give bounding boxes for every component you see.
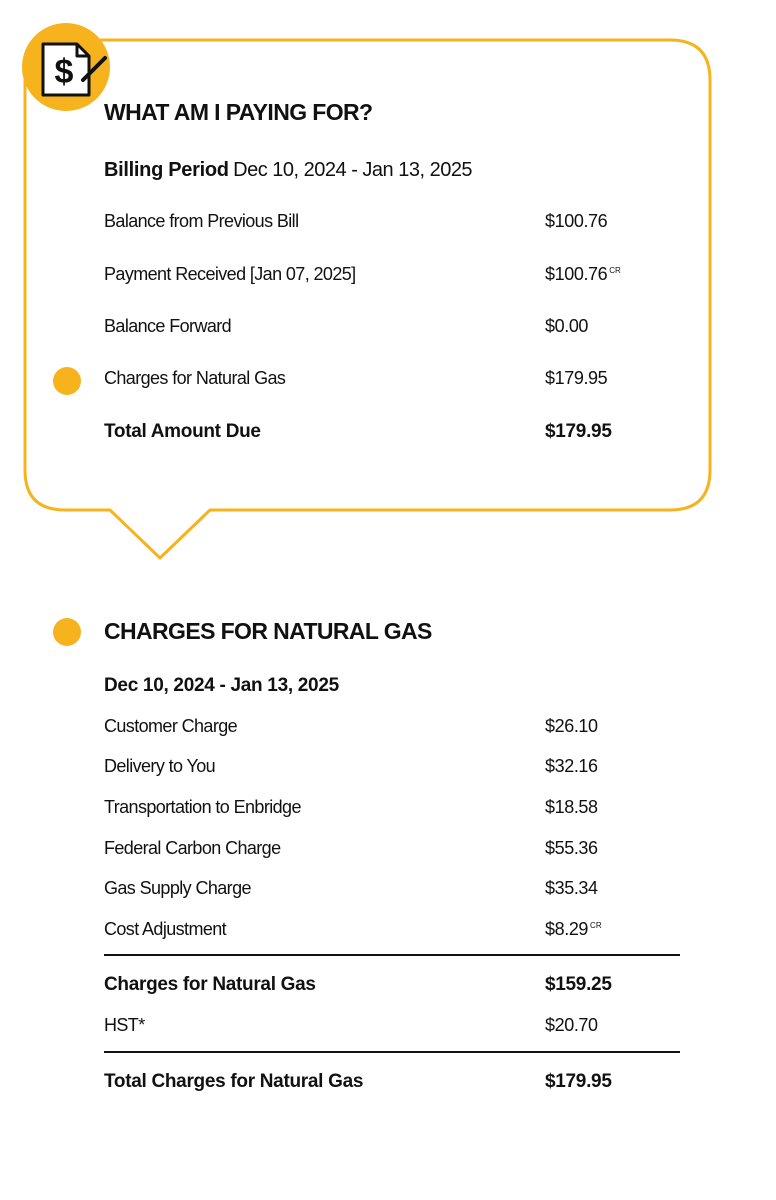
total-charges-value: $179.95 bbox=[545, 1071, 612, 1092]
charge-row-value: $18.58 bbox=[545, 797, 598, 817]
summary-row-label: Payment Received [Jan 07, 2025] bbox=[104, 264, 356, 284]
summary-row-value: $100.76 bbox=[545, 211, 608, 231]
hst-label: HST* bbox=[104, 1015, 145, 1035]
summary-row-label: Balance Forward bbox=[104, 316, 232, 336]
total-divider bbox=[104, 1051, 680, 1053]
charge-row-label: Gas Supply Charge bbox=[104, 878, 251, 898]
bill-dollar-icon bbox=[21, 22, 111, 112]
total-amount-due-value: $179.95 bbox=[545, 421, 612, 442]
hst-value: $20.70 bbox=[545, 1015, 598, 1035]
credit-marker: CR bbox=[590, 921, 602, 930]
summary-row-value: $100.76 $^{CR}$ bbox=[545, 264, 621, 284]
charge-row-value: $35.34 bbox=[545, 878, 598, 898]
charge-row-label: Transportation to Enbridge bbox=[104, 797, 301, 817]
charge-row-value: $32.16 bbox=[545, 756, 598, 776]
natural-gas-period: Dec 10, 2024 - Jan 13, 2025 bbox=[104, 675, 339, 696]
charge-row-label: Customer Charge bbox=[104, 716, 238, 736]
summary-row-label: Balance from Previous Bill bbox=[104, 211, 299, 231]
charge-row-value: $8.29 $^{CR}$ bbox=[545, 919, 602, 939]
credit-marker: CR bbox=[609, 266, 621, 275]
charge-row-label: Cost Adjustment bbox=[104, 919, 227, 939]
subtotal-divider bbox=[104, 954, 680, 956]
summary-row-label: Charges for Natural Gas bbox=[104, 368, 286, 388]
billing-period-label: Billing Period bbox=[104, 159, 229, 181]
summary-bubble bbox=[0, 0, 776, 580]
summary-row-value: $179.95 bbox=[545, 368, 608, 388]
subtotal-label: Charges for Natural Gas bbox=[104, 974, 316, 995]
natural-gas-section-dot bbox=[53, 618, 81, 646]
charge-row-label: Delivery to You bbox=[104, 756, 216, 776]
natural-gas-marker-dot bbox=[53, 367, 81, 395]
charge-row-label: Federal Carbon Charge bbox=[104, 838, 281, 858]
total-amount-due-label: Total Amount Due bbox=[104, 421, 261, 442]
natural-gas-heading: CHARGES FOR NATURAL GAS bbox=[104, 618, 432, 644]
total-charges-label: Total Charges for Natural Gas bbox=[104, 1071, 364, 1092]
summary-row-value: $0.00 bbox=[545, 316, 589, 336]
svg-text:$: $ bbox=[54, 53, 74, 91]
charge-row-value: $26.10 bbox=[545, 716, 598, 736]
subtotal-value: $159.25 bbox=[545, 974, 612, 995]
billing-period bbox=[104, 159, 472, 182]
billing-period-value: Dec 10, 2024 - Jan 13, 2025 bbox=[233, 159, 473, 181]
summary-heading: WHAT AM I PAYING FOR? bbox=[104, 99, 373, 125]
charge-row-value: $55.36 bbox=[545, 838, 598, 858]
